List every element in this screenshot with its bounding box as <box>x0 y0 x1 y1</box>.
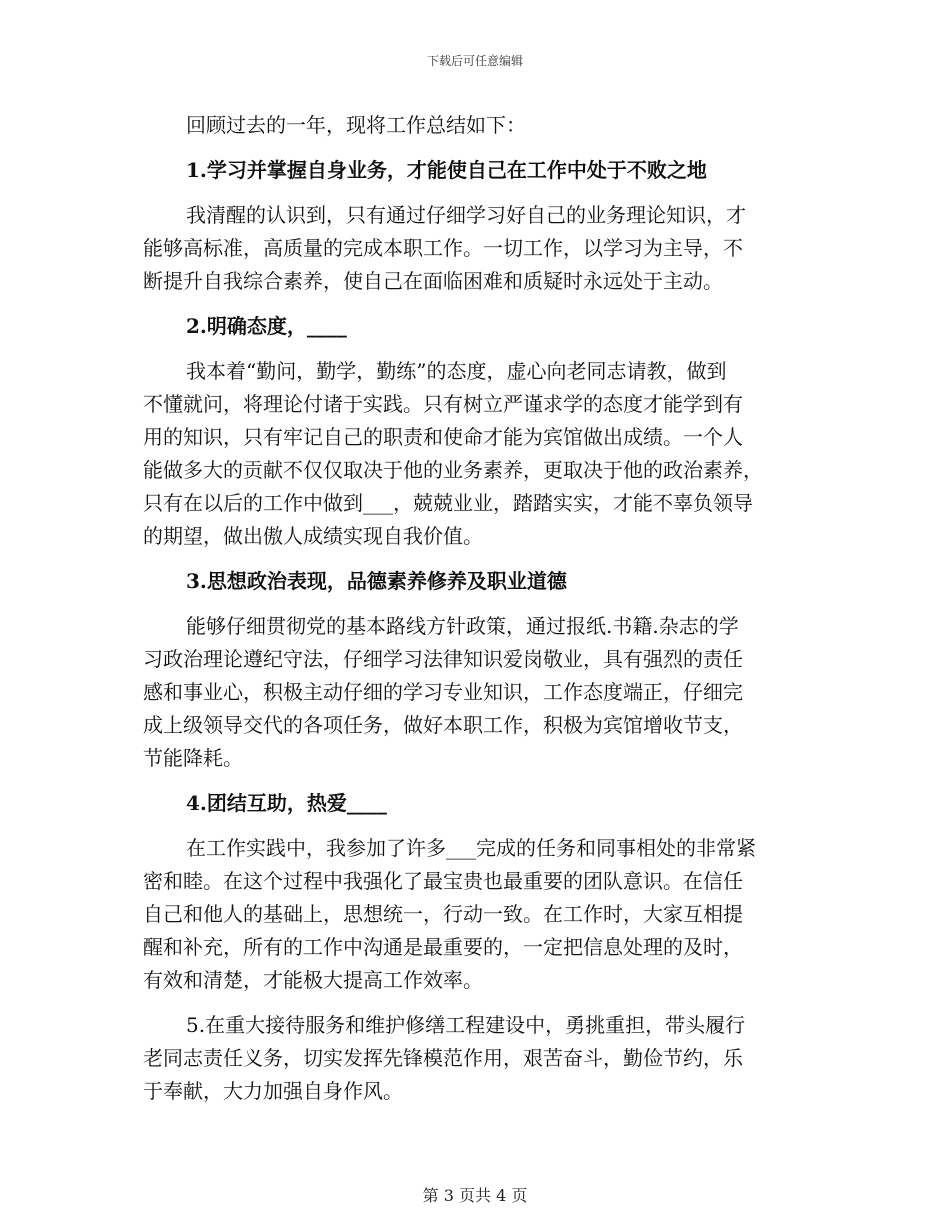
text-line: 能够仔细贯彻党的基本路线方针政策，通过报纸.书籍.杂志的学 <box>186 614 739 638</box>
page-header: 下载后可任意编辑 <box>426 54 523 68</box>
page-footer: 第 3 页共 4 页 <box>422 1186 528 1205</box>
text-line: 感和事业心，积极主动仔细的学习专业知识，工作态度端正，仔细完 <box>143 680 743 704</box>
heading-line: 4.团结互助，热爱____ <box>186 791 387 815</box>
text-line: 只有在以后的工作中做到___，兢兢业业，踏踏实实，才能不辜负领导 <box>143 491 753 515</box>
heading-line: 2.明确态度，____ <box>186 314 347 338</box>
paragraph <box>143 355 809 553</box>
text-line: 节能降耗。 <box>143 746 243 770</box>
text-line: 用的知识，只有牢记自己的职责和使命才能为宾馆做出成绩。一个人 <box>143 425 743 449</box>
section-heading <box>143 565 809 598</box>
text-line: 有效和清楚，才能极大提高工作效率。 <box>143 968 483 992</box>
section-heading <box>143 154 809 187</box>
section-heading <box>143 310 809 343</box>
text-line: 断提升自我综合素养，使自己在面临困难和质疑时永远处于主动。 <box>143 269 723 293</box>
section-heading <box>143 787 809 820</box>
text-line: 习政治理论遵纪守法，仔细学习法律知识爱岗敬业，具有强烈的责任 <box>143 647 743 671</box>
text-line: 密和睦。在这个过程中我强化了最宝贵也最重要的团队意识。在信任 <box>143 869 743 893</box>
text-line: 成上级领导交代的各项任务，做好本职工作，积极为宾馆增收节支， <box>143 713 743 737</box>
paragraph <box>143 199 809 298</box>
text-line: 的期望，做出傲人成绩实现自我价值。 <box>143 524 483 548</box>
text-line: 老同志责任义务，切实发挥先锋模范作用，艰苦奋斗，勤俭节约，乐 <box>143 1046 743 1070</box>
text-line: 自己和他人的基础上，思想统一，行动一致。在工作时，大家互相提 <box>143 902 743 926</box>
heading-line: 3.思想政治表现，品德素养修养及职业道德 <box>186 569 567 593</box>
paragraph <box>143 832 809 997</box>
text-line: 于奉献，大力加强自身作风。 <box>143 1079 403 1103</box>
text-line: 回顾过去的一年，现将工作总结如下： <box>186 113 526 137</box>
text-line: 在工作实践中，我参加了许多___完成的任务和同事相处的非常紧 <box>186 836 756 860</box>
heading-line: 1.学习并掌握自身业务，才能使自己在工作中处于不败之地 <box>186 158 707 182</box>
text-line: 能够高标准，高质量的完成本职工作。一切工作，以学习为主导，不 <box>143 236 743 260</box>
text-line: 醒和补充，所有的工作中沟通是最重要的，一定把信息处理的及时， <box>143 935 743 959</box>
paragraph <box>143 1009 809 1108</box>
text-line: 能做多大的贡献不仅仅取决于他的业务素养，更取决于他的政治素养， <box>143 458 763 482</box>
paragraph <box>143 610 809 775</box>
document-body <box>143 109 809 1120</box>
text-line: 我本着“勤问，勤学，勤练”的态度，虚心向老同志请教，做到 <box>186 359 727 383</box>
text-line: 不懂就问，将理论付诸于实践。只有树立严谨求学的态度才能学到有 <box>143 392 743 416</box>
text-line: 我清醒的认识到，只有通过仔细学习好自己的业务理论知识，才 <box>186 203 746 227</box>
text-line: 5.在重大接待服务和维护修缮工程建设中，勇挑重担，带头履行 <box>186 1013 746 1037</box>
paragraph <box>143 109 809 142</box>
